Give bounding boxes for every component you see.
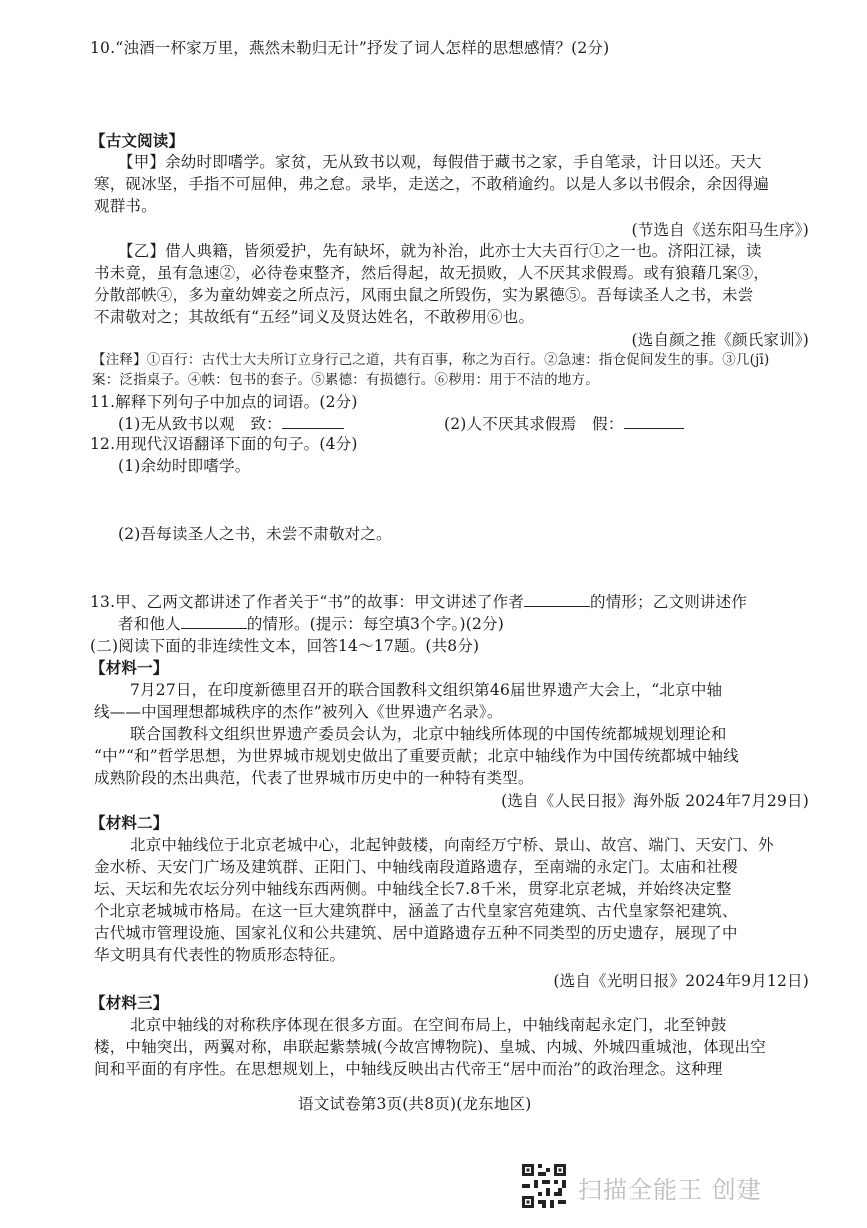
material-2-line: 金水桥、天安门广场及建筑群、正阳门、中轴线南段道路遗存，至南端的永定门。太庙和社稷	[94, 858, 738, 876]
jia-line-3: 观群书。	[94, 197, 157, 215]
material-3-line: 楼，中轴突出，两翼对称，串联起紫禁城(今故宫博物院)、皇城、内城、外城四重城池，体现出空	[94, 1038, 766, 1056]
classical-header: 【古文阅读】	[90, 132, 185, 150]
material-2-source: (选自《光明日报》2024年9月12日)	[553, 972, 809, 990]
question-11-a: (1)无从致书以观 致：	[118, 414, 344, 434]
page-footer: 语文试卷第3页(共8页)(龙东地区)	[298, 1095, 532, 1113]
question-11-b: (2)人不厌其求假焉 假：	[444, 414, 684, 434]
jia-line-2: 寒，砚冰坚，手指不可屈伸，弗之怠。录毕，走送之，不敢稍逾约。以是人多以书假余，余因得遍	[94, 175, 770, 193]
material-1-line: 线——中国理想都城秩序的杰作”被列入《世界遗产名录》。	[94, 703, 503, 721]
question-12-a: (1)余幼时即嗜学。	[118, 457, 251, 475]
material-3-header: 【材料三】	[90, 994, 169, 1012]
qr-code-icon	[522, 1164, 566, 1208]
question-13-line-1: 13.甲、乙两文都讲述了作者关于“书”的故事：甲文讲述了作者 的情形；乙文则讲述作	[90, 593, 748, 611]
notes-line-1: 【注释】①百行：古代士大夫所订立身行己之道，共有百事，称之为百行。②急速：指仓促间发生的事。③几(jī)	[92, 352, 770, 368]
yi-line-3: 分散部帙④，多为童幼婢妾之所点污，风雨虫鼠之所毁伤，实为累德⑤。吾每读圣人之书，未尝	[94, 286, 754, 304]
question-12-b: (2)吾每读圣人之书，未尝不肃敬对之。	[118, 525, 392, 543]
material-1-line: 7月27日，在印度新德里召开的联合国教科文组织第46届世界遗产大会上，“北京中轴	[130, 681, 723, 699]
material-2-line: 北京中轴线位于北京老城中心，北起钟鼓楼，向南经万宁桥、景山、故宫、端门、天安门、外	[130, 836, 774, 854]
yi-line-1: 【乙】借人典籍，皆须爱护，先有缺坏，就为补治，此亦士大夫百行①之一也。济阳江禄，读	[118, 242, 762, 260]
notes-line-2: 案：泛指桌子。④帙：包书的套子。⑤累德：有损德行。⑥秽用：用于不洁的地方。	[92, 372, 599, 388]
material-2-line: 华文明具有代表性的物质形态特征。	[94, 946, 346, 964]
question-13-line-2: 者和他人 的情形。(提示：每空填3个字。)(2分)	[118, 615, 504, 633]
yi-line-2: 书未竟，虽有急速②，必待卷束整齐，然后得起，故无损败，人不厌其求假焉。或有狼藉几案③，	[94, 264, 770, 282]
material-2-line: 古代城市管理设施、国家礼仪和公共建筑、居中道路遗存五种不同类型的历史遗存，展现了中	[94, 924, 738, 942]
jia-line-1: 【甲】余幼时即嗜学。家贫，无从致书以观，每假借于藏书之家，手自笔录，计日以还。天大	[118, 153, 762, 171]
question-11: 11.解释下列句子中加点的词语。(2分)	[90, 393, 358, 411]
yi-line-4: 不肃敬对之；其故纸有“五经”词义及贤达姓名，不敢秽用⑥也。	[94, 308, 535, 326]
material-2-line: 坛、天坛和先农坛分列中轴线东西两侧。中轴线全长7.8千米，贯穿北京老城，并始终决定整	[94, 880, 732, 898]
material-1-line: 联合国教科文组织世界遗产委员会认为，北京中轴线所体现的中国传统都城规划理论和	[130, 725, 727, 743]
material-1-header: 【材料一】	[90, 659, 169, 677]
material-3-line: 北京中轴线的对称秩序体现在很多方面。在空间布局上，中轴线南起永定门，北至钟鼓	[130, 1016, 727, 1034]
material-2-line: 个北京老城城市格局。在这一巨大建筑群中，涵盖了古代皇家宫苑建筑、古代皇家祭祀建筑、	[94, 902, 738, 920]
material-3-line: 间和平面的有序性。在思想规划上，中轴线反映出古代帝王“居中而治”的政治理念。这种理	[94, 1060, 723, 1078]
material-2-header: 【材料二】	[90, 814, 169, 832]
question-12: 12.用现代汉语翻译下面的句子。(4分)	[90, 435, 358, 453]
material-1-source: (选自《人民日报》海外版 2024年7月29日)	[501, 792, 809, 810]
question-10: 10.“浊酒一杯家万里，燕然未勒归无计”抒发了词人怎样的思想感情？(2分)	[90, 39, 610, 57]
jia-source: (节选自《送东阳马生序》)	[631, 221, 809, 239]
yi-source: (选自颜之推《颜氏家训》)	[631, 331, 809, 349]
section-2-header: (二)阅读下面的非连续性文本，回答14～17题。(共8分)	[90, 637, 480, 655]
scanner-watermark: 扫描全能王 创建	[578, 1176, 762, 1204]
material-1-line: “中”“和”哲学思想，为世界城市规划史做出了重要贡献；北京中轴线作为中国传统都城中轴线	[94, 747, 739, 765]
material-1-line: 成熟阶段的杰出典范，代表了世界城市历史中的一种特有类型。	[94, 769, 534, 787]
